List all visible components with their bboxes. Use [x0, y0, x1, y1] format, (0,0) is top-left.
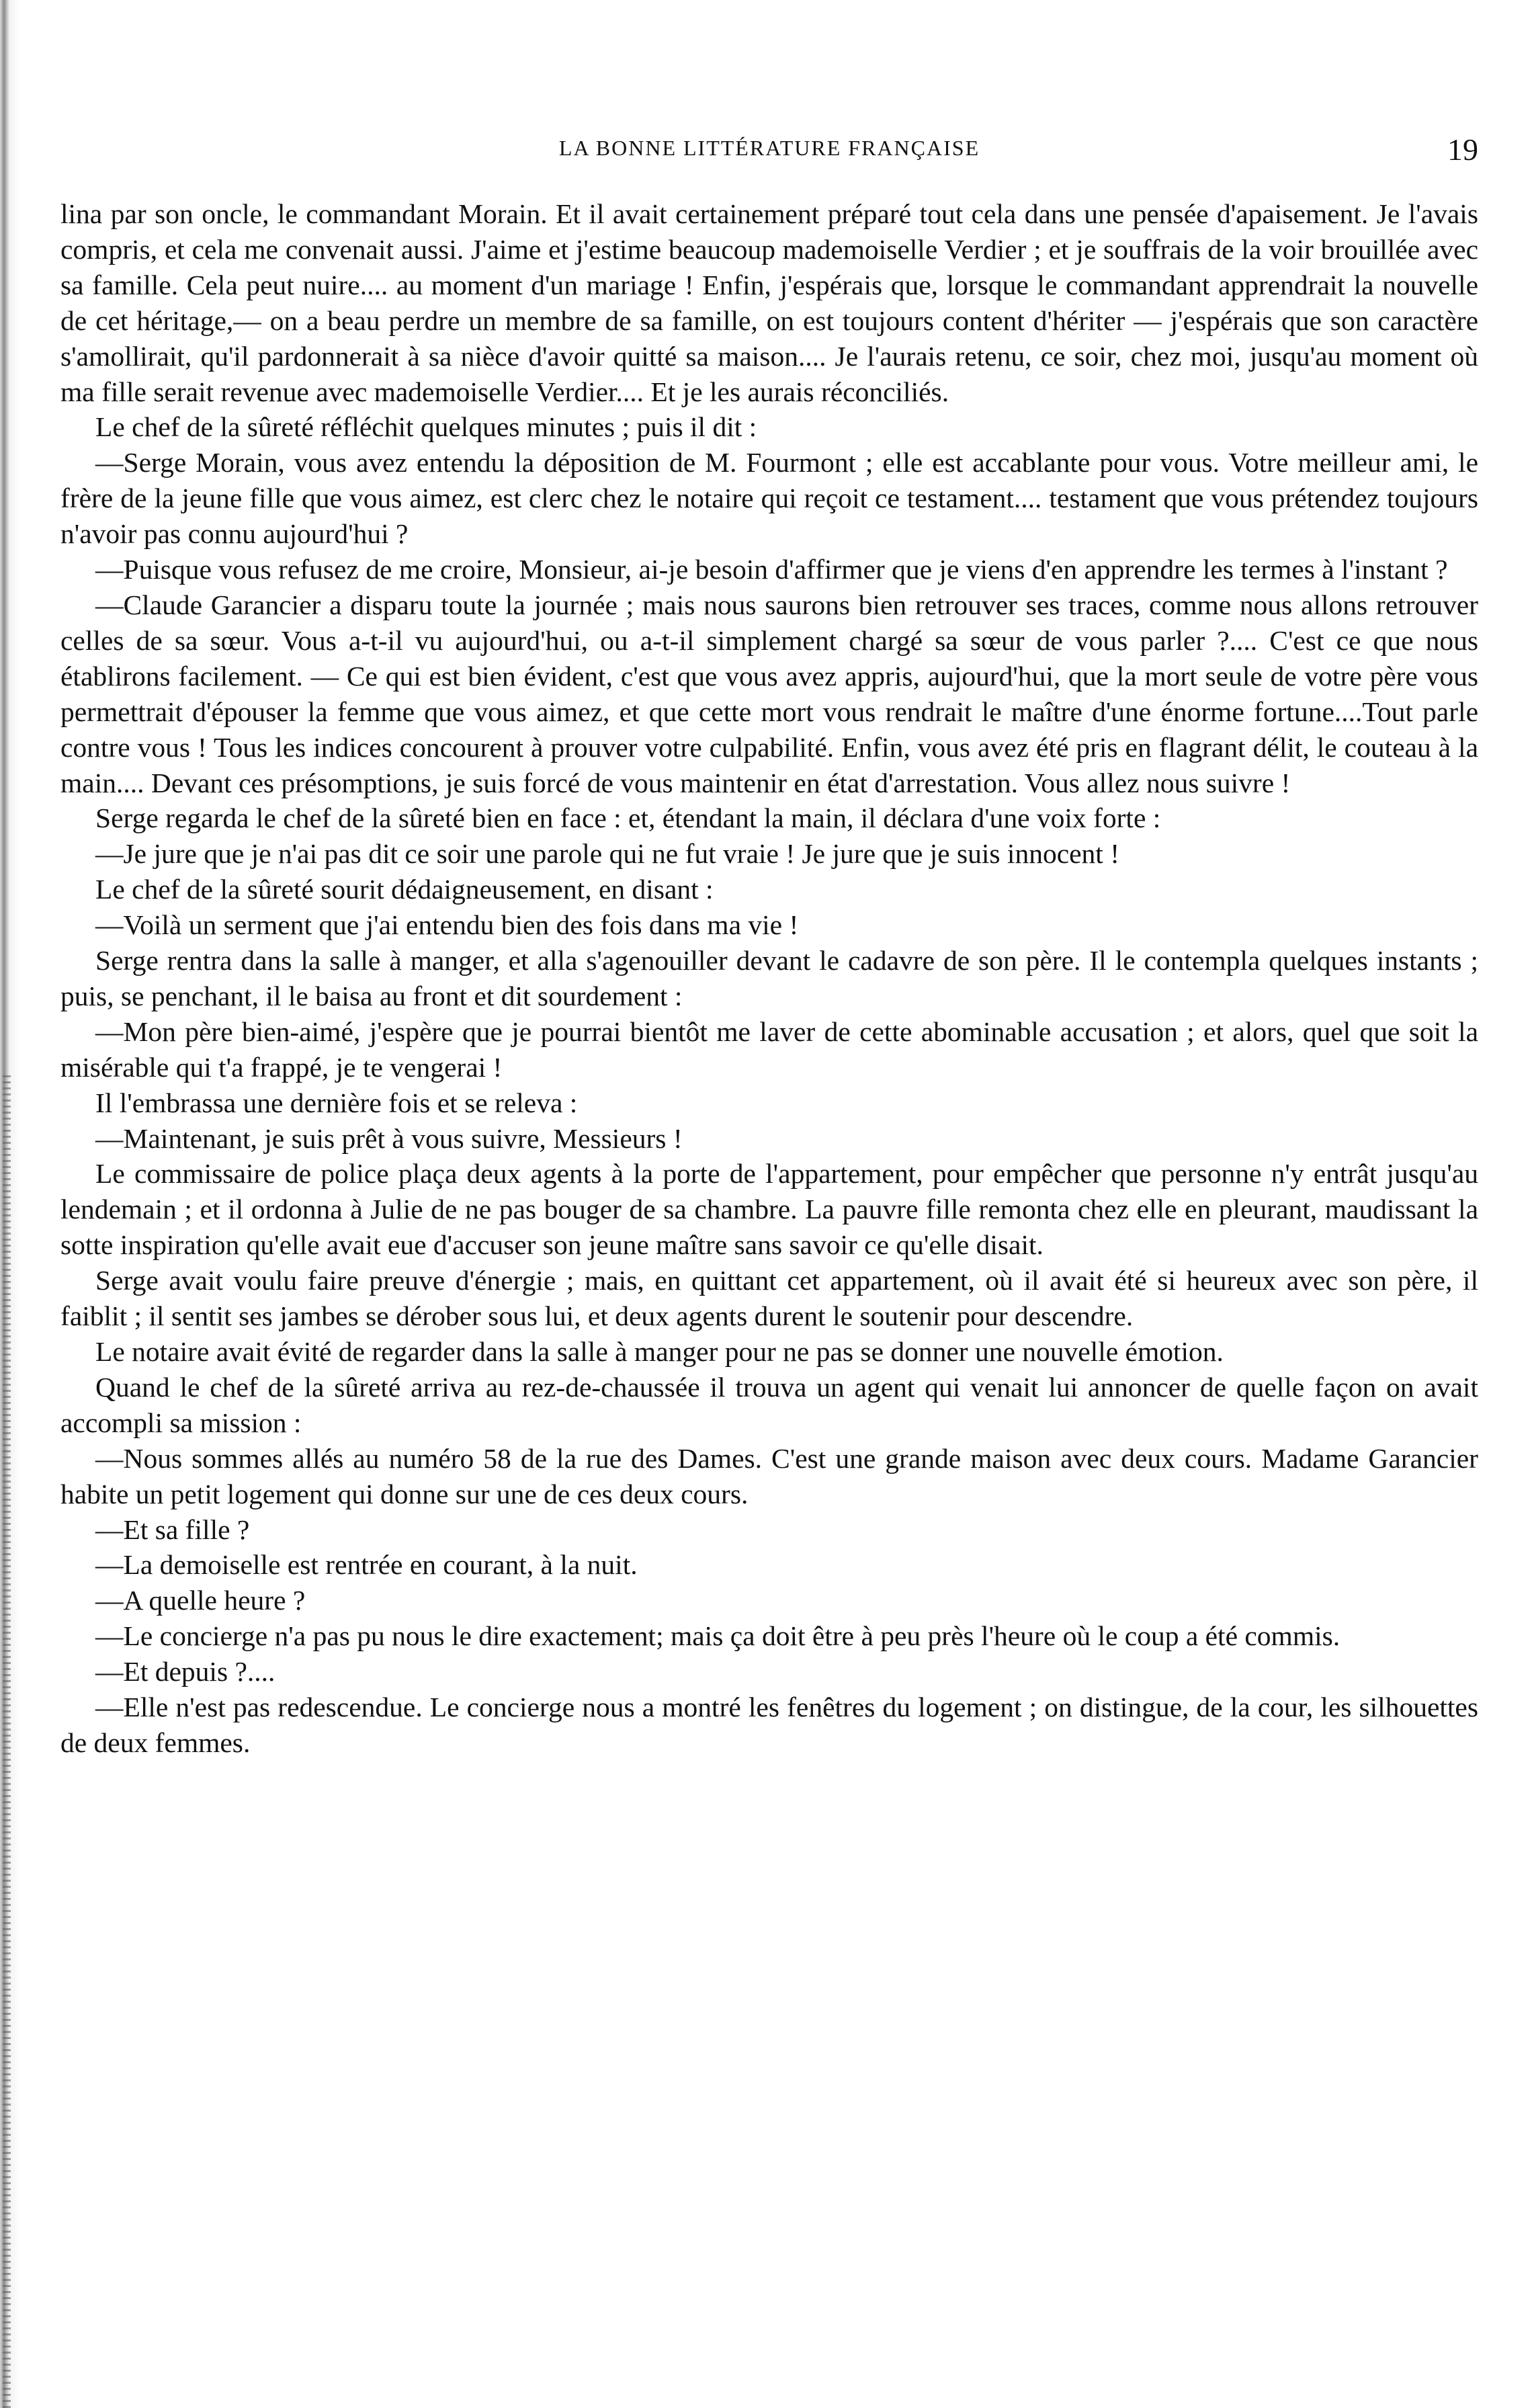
- paragraph: —Je jure que je n'ai pas dit ce soir une parole qui ne fut vraie ! Je jure que je suis innocent !: [95, 838, 1120, 870]
- paragraph: —Puisque vous refusez de me croire, Monsieur, ai-je besoin d'affirmer que je viens d'en apprendre les termes à l'instant ?: [95, 554, 1448, 585]
- body-text: [60, 196, 1478, 1761]
- paragraph: Serge rentra dans la salle à manger, et alla s'agenouiller devant le cadavre de son père. Il le contempla quelques instants ; puis, se penchant, il le baisa au front et dit sourdement :: [60, 945, 1478, 1011]
- scan-binding-edge: [0, 0, 20, 2408]
- paragraph: Serge avait voulu faire preuve d'énergie ; mais, en quittant cet appartement, où il avait été si heureux avec son père, il faiblit ; il sentit ses jambes se dérober sous lui, et deux agents durent le soutenir pour descendre.: [60, 1265, 1478, 1332]
- paragraph: Il l'embrassa une dernière fois et se releva :: [95, 1087, 578, 1118]
- paragraph: Le chef de la sûreté réfléchit quelques minutes ; puis il dit :: [95, 411, 757, 443]
- paragraph: Le notaire avait évité de regarder dans la salle à manger pour ne pas se donner une nouvelle émotion.: [95, 1336, 1224, 1367]
- paragraph: —Voilà un serment que j'ai entendu bien des fois dans ma vie !: [95, 909, 799, 941]
- paragraph: —Le concierge n'a pas pu nous le dire exactement; mais ça doit être à peu près l'heure où le coup a été commis.: [95, 1620, 1340, 1652]
- paragraph: —Mon père bien-aimé, j'espère que je pourrai bientôt me laver de cette abominable accusation ; et alors, quel que soit la misérable qui t'a frappé, je te vengerai !: [60, 1015, 1478, 1083]
- paragraph: Le chef de la sûreté sourit dédaigneusement, en disant :: [95, 874, 714, 905]
- paragraph: —Claude Garancier a disparu toute la journée ; mais nous saurons bien retrouver ses traces, comme nous allons retrouver celles de sa sœur. Vous a-t-il vu aujourd'hui, ou a-t-il simplement chargé sa sœur de vous parler ?.... C'est ce que nous établirons facilement. — Ce qui est bien évident, c'est que vous avez appris, aujourd'hui, que la mort seule de votre père vous permettrait d'épouser la femme que vous aimez, et que cette mort vous rendrait le maître d'une énorme fortune....Tout parle contre vous ! Tous les indices concourent à prouver votre culpabilité. Enfin, vous avez été pris en flagrant délit, le couteau à la main.... Devant ces présomptions, je suis forcé de vous maintenir en état d'arrestation. Vous allez nous suivre !: [60, 589, 1478, 798]
- running-title: LA BONNE LITTÉRATURE FRANÇAISE: [558, 136, 980, 160]
- paragraph: —Elle n'est pas redescendue. Le concierge nous a montré les fenêtres du logement ; on distingue, de la cour, les silhouettes de deux femmes.: [60, 1692, 1478, 1758]
- paragraph: Serge regarda le chef de la sûreté bien en face : et, étendant la main, il déclara d'une voix forte :: [95, 802, 1161, 834]
- page-header: [60, 132, 1478, 172]
- paragraph: Quand le chef de la sûreté arriva au rez-de-chaussée il trouva un agent qui venait lui annoncer de quelle façon on avait accompli sa mission :: [60, 1371, 1478, 1438]
- paragraph: —Et sa fille ?: [95, 1513, 250, 1545]
- paragraph: lina par son oncle, le commandant Morain. Et il avait certainement préparé tout cela dans une pensée d'apaisement. Je l'avais compris, et cela me convenait aussi. J'aime et j'estime beaucoup mademoiselle Verdier ; et je souffrais de la voir brouillée avec sa famille. Cela peut nuire.... au moment d'un mariage ! Enfin, j'espérais que, lorsque le commandant apprendrait la nouvelle de cet héritage,— on a beau perdre un membre de sa famille, on est toujours content d'hériter — j'espérais que son caractère s'amollirait, qu'il pardonnerait à sa nièce d'avoir quitté sa maison.... Je l'aurais retenu, ce soir, chez moi, jusqu'au moment où ma fille serait revenue avec mademoiselle Verdier.... Et je les aurais réconciliés.: [60, 198, 1478, 407]
- paragraph: —A quelle heure ?: [95, 1585, 306, 1616]
- paragraph: —Serge Morain, vous avez entendu la déposition de M. Fourmont ; elle est accablante pour vous. Votre meilleur ami, le frère de la jeune fille que vous aimez, est clerc chez le notaire qui reçoit ce testament.... testament que vous prétendez toujours n'avoir pas connu aujourd'hui ?: [60, 447, 1478, 550]
- paragraph: —Maintenant, je suis prêt à vous suivre, Messieurs !: [95, 1122, 683, 1154]
- paragraph: —La demoiselle est rentrée en courant, à la nuit.: [95, 1549, 638, 1581]
- paragraph: Le commissaire de police plaça deux agents à la porte de l'appartement, pour empêcher que personne n'y entrât jusqu'au lendemain ; et il ordonna à Julie de ne pas bouger de sa chambre. La pauvre fille remonta chez elle en pleurant, maudissant la sotte inspiration qu'elle avait eue d'accuser son jeune maître sans savoir ce qu'elle disait.: [60, 1158, 1478, 1261]
- paragraph: —Et depuis ?....: [95, 1656, 275, 1688]
- page-number: 19: [1447, 132, 1478, 167]
- paragraph: —Nous sommes allés au numéro 58 de la rue des Dames. C'est une grande maison avec deux cours. Madame Garancier habite un petit logement qui donne sur une de ces deux cours.: [60, 1442, 1478, 1509]
